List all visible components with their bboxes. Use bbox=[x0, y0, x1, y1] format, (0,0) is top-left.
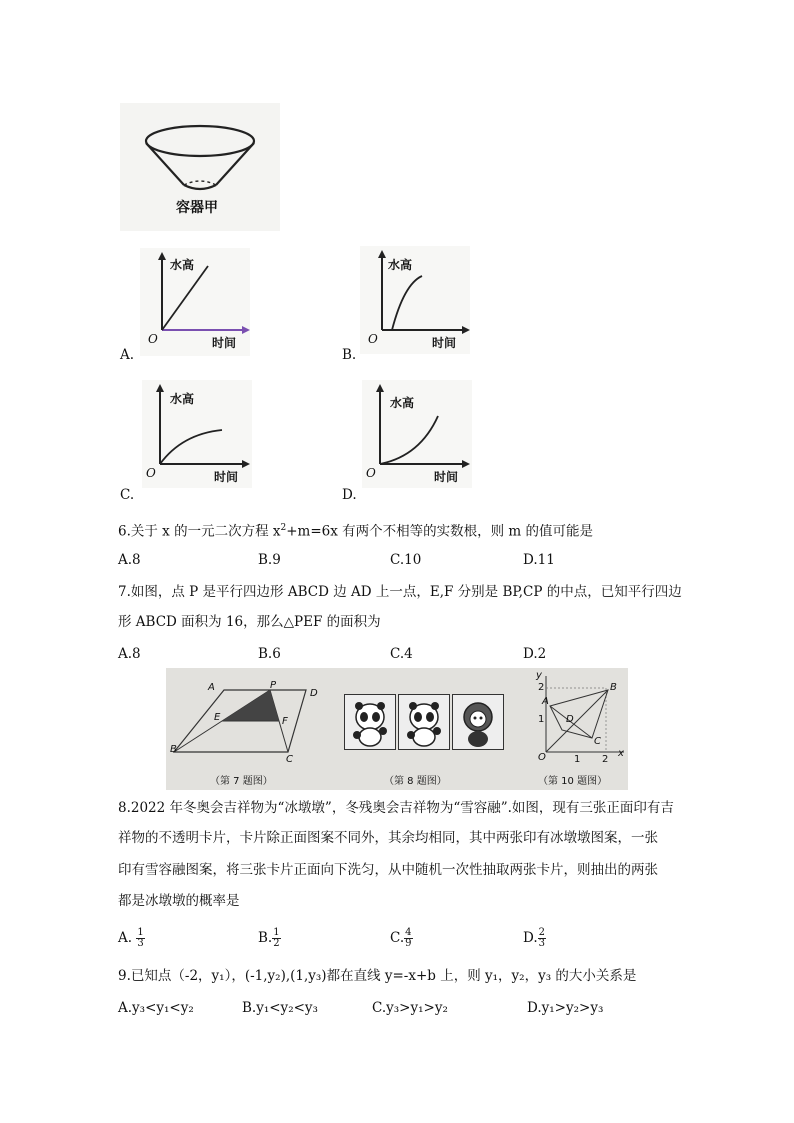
q9-option-a: A.y₃<y₁<y₂ bbox=[118, 1000, 194, 1016]
fig7-label-b: B bbox=[170, 744, 177, 755]
q6-exponent: 2 bbox=[280, 523, 287, 533]
graph-d-x-label: 时间 bbox=[434, 470, 459, 484]
graph-a-x-label: 时间 bbox=[212, 336, 237, 350]
graph-b-origin: O bbox=[368, 332, 378, 346]
q6-option-b: B.9 bbox=[258, 552, 281, 568]
graph-c-y-label: 水高 bbox=[170, 392, 195, 406]
q6-stem-a: 6.关于 x 的一元二次方程 x bbox=[118, 523, 281, 540]
question-8-line-4: 都是冰墩墩的概率是 bbox=[118, 893, 240, 909]
question-8-line-1: 8.2022 年冬奥会吉祥物为“冰墩墩”，冬残奥会吉祥物为“雪容融”.如图，现有三张正面印有吉 bbox=[118, 800, 674, 816]
question-8-line-2: 祥物的不透明卡片，卡片除正面图案不同外，其余均相同，其中两张印有冰墩墩图案，一张 bbox=[118, 830, 658, 846]
fig8-caption: （第 8 题图） bbox=[384, 776, 447, 787]
graph-d-origin: O bbox=[366, 466, 376, 480]
graph-d-letter: D. bbox=[342, 487, 357, 503]
graph-c-x-label: 时间 bbox=[214, 470, 239, 484]
graph-c-letter: C. bbox=[120, 487, 135, 503]
graph-b-letter: B. bbox=[342, 347, 357, 363]
container-figure bbox=[120, 103, 280, 231]
q8-option-a-letter: A. bbox=[118, 930, 133, 946]
q7-option-a: A.8 bbox=[118, 646, 141, 662]
fig7-caption: （第 7 题图） bbox=[210, 776, 273, 787]
question-6-stem bbox=[118, 518, 593, 542]
q8-option-c bbox=[390, 928, 413, 949]
q8-option-d-letter: D. bbox=[523, 930, 538, 946]
graph-option-b bbox=[360, 246, 470, 354]
fig10-label-y: y bbox=[536, 670, 542, 681]
q8-option-c-fraction: $\frac{4}{9}$ bbox=[405, 927, 412, 949]
fig7-label-d: D bbox=[310, 688, 318, 699]
fig10-label-d: D bbox=[566, 714, 574, 725]
graph-b-x-label: 时间 bbox=[432, 336, 457, 350]
bing-dwen-dwen-icon bbox=[345, 695, 395, 749]
question-9-stem: 9.已知点（-2，y₁），(-1,y₂),(1,y₃)都在直线 y=-x+b 上，则 y₁，y₂，y₃ 的大小关系是 bbox=[118, 968, 637, 984]
graph-c-origin: O bbox=[146, 466, 156, 480]
graph-a-origin: O bbox=[148, 332, 158, 346]
q9-option-b: B.y₁<y₂<y₃ bbox=[242, 1000, 318, 1016]
q6-stem-b: +m=6x 有两个不相等的实数根，则 m 的值可能是 bbox=[286, 523, 594, 540]
graph-a-y-label: 水高 bbox=[170, 258, 195, 272]
fig7-label-a: A bbox=[208, 682, 215, 693]
question-7-line-1: 7.如图，点 P 是平行四边形 ABCD 边 AD 上一点，E,F 分别是 BP,CP 的中点，已知平行四边 bbox=[118, 584, 682, 600]
fig10-caption: （第 10 题图） bbox=[538, 776, 608, 787]
q8-option-a bbox=[118, 928, 145, 949]
q8-option-d bbox=[523, 928, 546, 949]
fig10-label-1x: 1 bbox=[574, 754, 581, 765]
graph-a-letter: A. bbox=[120, 347, 135, 363]
q8-option-d-fraction: $\frac{2}{3}$ bbox=[538, 927, 546, 949]
q8-option-a-fraction: $\frac{1}{3}$ bbox=[137, 927, 144, 949]
q6-option-a: A.8 bbox=[118, 552, 141, 568]
q8-option-c-letter: C. bbox=[390, 930, 405, 946]
fig8-card-1 bbox=[344, 694, 396, 750]
fig10-label-x: x bbox=[618, 748, 624, 759]
fig8-card-2 bbox=[398, 694, 450, 750]
graph-option-c bbox=[142, 380, 252, 488]
graph-d-y-label: 水高 bbox=[390, 396, 415, 410]
q7-option-c: C.4 bbox=[390, 646, 413, 662]
container-caption: 容器甲 bbox=[176, 200, 218, 216]
fig10-label-c: C bbox=[594, 736, 601, 747]
q6-option-d: D.11 bbox=[523, 552, 555, 568]
fig10-label-a: A bbox=[542, 696, 549, 707]
fig7-label-c: C bbox=[286, 754, 293, 765]
fig10-label-2x: 2 bbox=[602, 754, 609, 765]
bing-dwen-dwen-icon bbox=[399, 695, 449, 749]
q9-option-c: C.y₃>y₁>y₂ bbox=[372, 1000, 448, 1016]
question-7-line-2: 形 ABCD 面积为 16，那么△PEF 的面积为 bbox=[118, 614, 381, 630]
fig10-label-o: O bbox=[538, 752, 546, 763]
graph-option-a bbox=[140, 248, 250, 356]
q7-option-d: D.2 bbox=[523, 646, 547, 662]
fig8-card-3 bbox=[452, 694, 504, 750]
shuey-rhon-rhon-icon bbox=[453, 695, 503, 749]
fig10-label-b: B bbox=[610, 682, 617, 693]
q7-option-b: B.6 bbox=[258, 646, 281, 662]
q8-option-b-letter: B. bbox=[258, 930, 273, 946]
fig10-label-1y: 1 bbox=[538, 714, 545, 725]
fig7-label-f: F bbox=[282, 716, 288, 727]
fig7-label-p: P bbox=[270, 680, 277, 691]
q8-option-b bbox=[258, 928, 281, 949]
fig7-parallelogram bbox=[166, 668, 326, 768]
graph-b-y-label: 水高 bbox=[388, 258, 413, 272]
fig10-label-2y: 2 bbox=[538, 682, 545, 693]
q8-option-b-fraction: $\frac{1}{2}$ bbox=[273, 927, 280, 949]
fig7-label-e: E bbox=[214, 712, 221, 723]
q6-option-c: C.10 bbox=[390, 552, 422, 568]
question-8-line-3: 印有雪容融图案，将三张卡片正面向下洗匀，从中随机一次性抽取两张卡片，则抽出的两张 bbox=[118, 862, 658, 878]
figure-strip bbox=[166, 668, 628, 790]
graph-option-d bbox=[362, 380, 472, 488]
q9-option-d: D.y₁>y₂>y₃ bbox=[527, 1000, 604, 1016]
